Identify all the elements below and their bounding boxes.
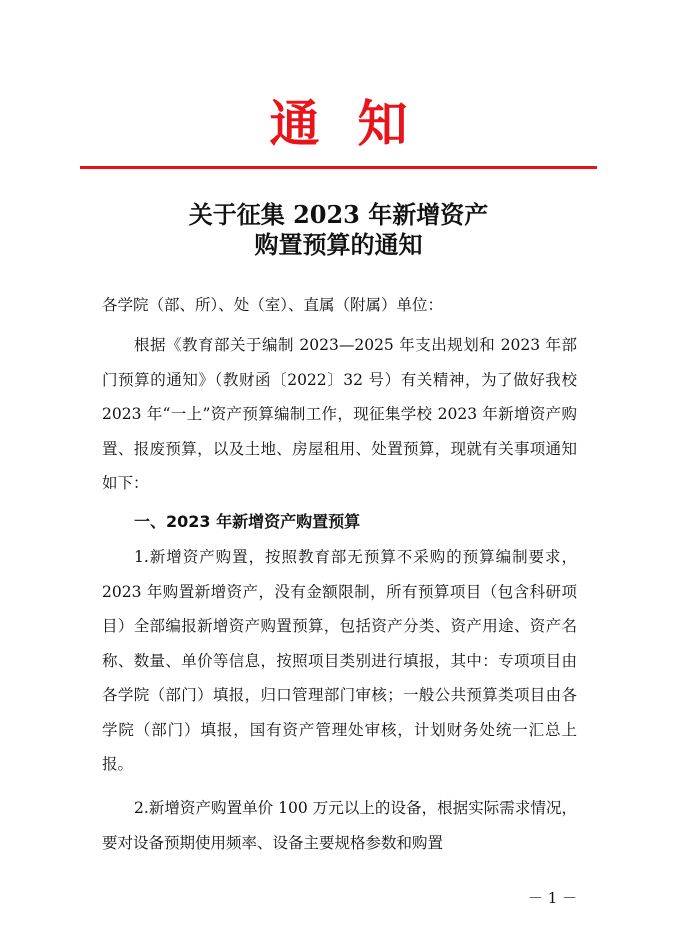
page-number: － 1 － — [528, 889, 578, 907]
intro-paragraph: 根据《教育部关于编制 2023—2025 年支出规划和 2023 年部门预算的通知》（教财函〔2022〕32 号）有关精神，为了做好我校 2023 年“一上”资产预算编制工作，现征集学校 2023 年新增资产购置、报废预算，以及土地、房屋租用、处置预算，现就有关事项通知如下： — [102, 336, 577, 492]
salutation: 各学院（部、所）、处（室）、直属（附属）单位： — [102, 296, 444, 314]
red-header-rule — [80, 166, 597, 169]
document-title-line-2: 购置预算的通知 — [254, 230, 423, 259]
paragraph-1: 1.新增资产购置，按照教育部无预算不采购的预算编制要求，2023 年购置新增资产，没有金额限制，所有预算项目（包含科研项目）全部编报新增资产购置预算，包括资产分类、资产用途、资产名称、数量、单价等信息，按照项目类别进行填报，其中：专项项目由各学院（部门）填报，归口管理部门审核；一般公共预算类项目由各学院（部门）填报，国有资产管理处审核，计划财务处统一汇总上报。 — [102, 548, 577, 773]
section-1-heading: 一、2023 年新增资产购置预算 — [134, 512, 361, 531]
paragraph-2: 2.新增资产购置单价 100 万元以上的设备，根据实际需求情况，要对设备预期使用频率、设备主要规格参数和购置 — [102, 799, 577, 852]
document-title — [0, 200, 677, 260]
notice-header-title: 通知 — [269, 95, 446, 153]
document-title-line-1: 关于征集 2023 年新增资产 — [188, 200, 489, 229]
